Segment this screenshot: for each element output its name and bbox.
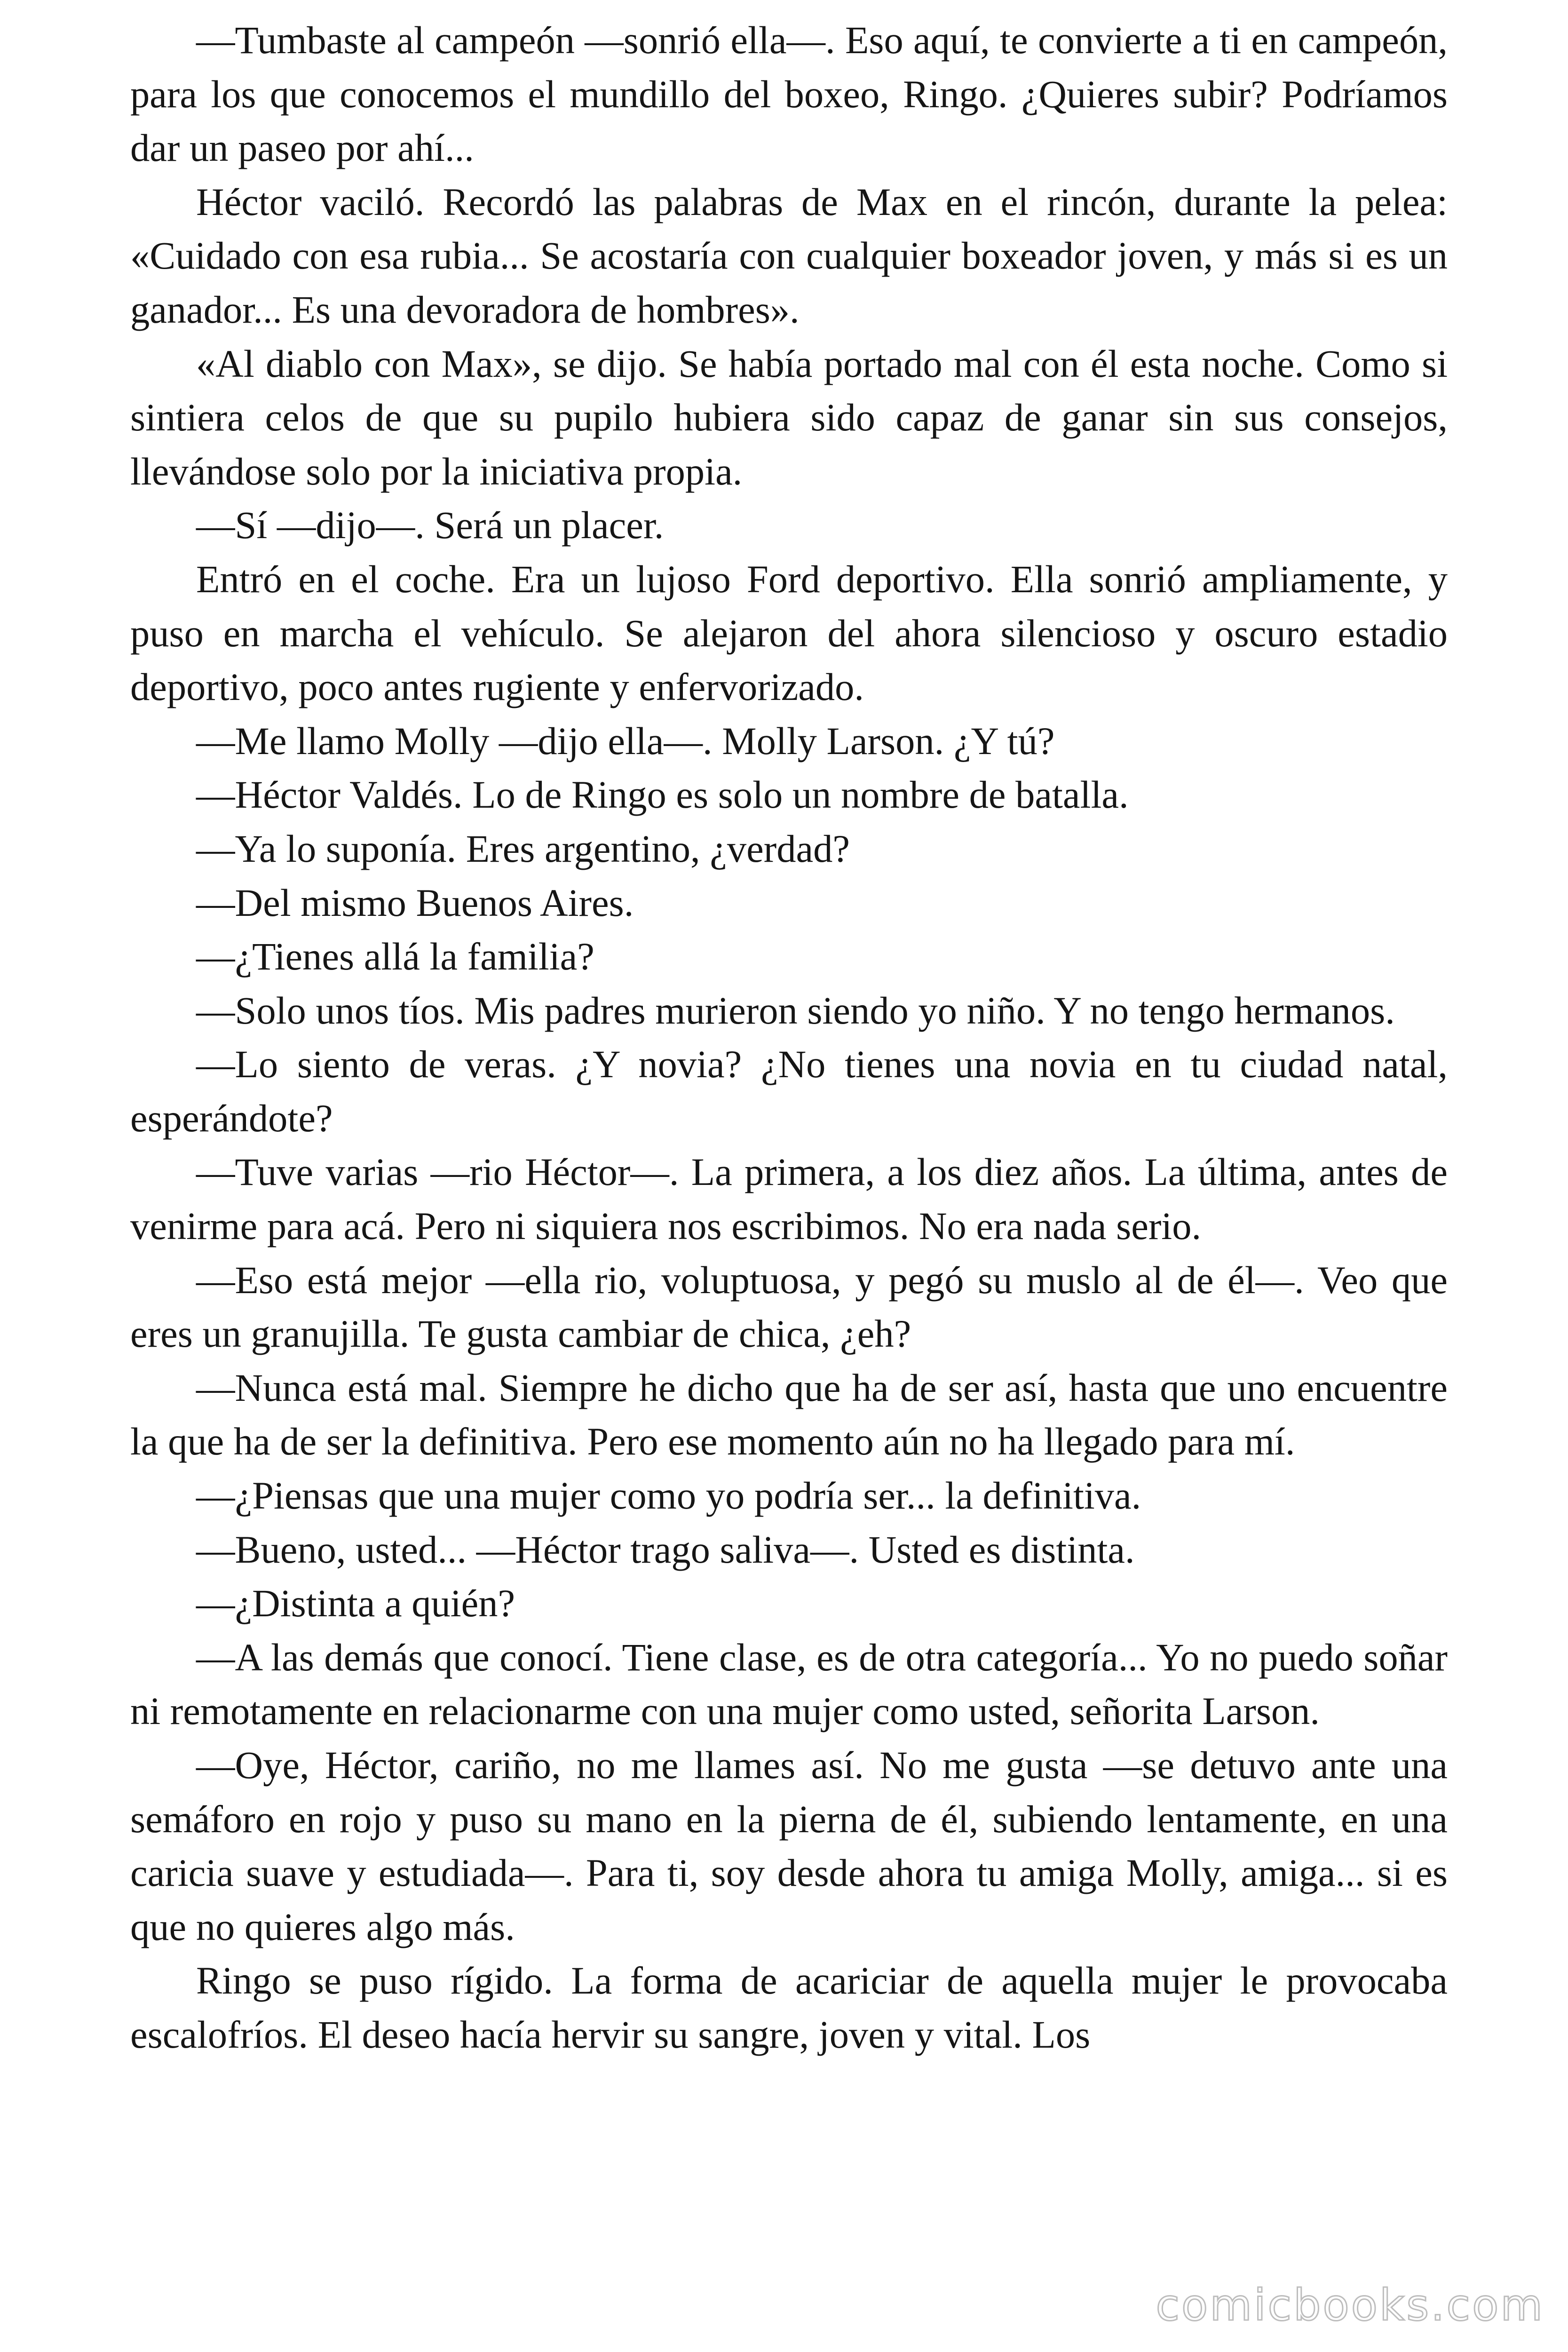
paragraph: —Nunca está mal. Siempre he dicho que ha de ser así, hasta que uno encuentre la que ha de ser la definitiva. Pero ese momento aún no ha llegado para mí. [130, 1366, 1448, 1463]
paragraph: —Tumbaste al campeón —sonrió ella—. Eso aquí, te convierte a ti en campeón, para los que conocemos el mundillo del boxeo, Ringo. ¿Quieres subir? Podríamos dar un paseo por ahí... [130, 18, 1448, 170]
watermark: comicbooks.com [1156, 2280, 1544, 2330]
paragraph: Héctor vaciló. Recordó las palabras de Max en el rincón, durante la pelea: «Cuidado con esa rubia... Se acostaría con cualquier boxeador joven, y más si es un ganador... Es una devoradora de hombres». [130, 180, 1448, 331]
paragraph: —A las demás que conocí. Tiene clase, es de otra categoría... Yo no puedo soñar ni remotamente en relacionarme con una mujer como usted, señorita Larson. [130, 1635, 1448, 1733]
paragraph: —Tuve varias —rio Héctor—. La primera, a los diez años. La última, antes de venirme para acá. Pero ni siquiera nos escribimos. No era nada serio. [130, 1150, 1448, 1248]
paragraph: —Me llamo Molly —dijo ella—. Molly Larson. ¿Y tú? [196, 719, 1055, 763]
book-page [130, 13, 1448, 2252]
paragraph: —Lo siento de veras. ¿Y novia? ¿No tienes una novia en tu ciudad natal, esperándote? [130, 1042, 1448, 1140]
paragraph: —Sí —dijo—. Será un placer. [196, 503, 664, 547]
paragraph: —Bueno, usted... —Héctor trago saliva—. Usted es distinta. [196, 1527, 1135, 1571]
paragraph: —Oye, Héctor, cariño, no me llames así. No me gusta —se detuvo ante una semáforo en rojo y puso su mano en la pierna de él, subiendo lentamente, en una caricia suave y estudiada—. Para ti, soy desde ahora tu amiga Molly, amiga... si es que no quieres algo más. [130, 1743, 1448, 1948]
paragraph: —¿Distinta a quién? [196, 1581, 515, 1625]
paragraph: —Del mismo Buenos Aires. [196, 881, 634, 924]
paragraph: Ringo se puso rígido. La forma de acariciar de aquella mujer le provocaba escalofríos. El deseo hacía hervir su sangre, joven y vital. Los [130, 1959, 1448, 2056]
paragraph: —Solo unos tíos. Mis padres murieron siendo yo niño. Y no tengo hermanos. [196, 988, 1395, 1032]
paragraph: «Al diablo con Max», se dijo. Se había portado mal con él esta noche. Como si sintiera celos de que su pupilo hubiera sido capaz de ganar sin sus consejos, llevándose solo por la iniciativa propia. [130, 342, 1448, 493]
paragraph: Entró en el coche. Era un lujoso Ford deportivo. Ella sonrió ampliamente, y puso en marcha el vehículo. Se alejaron del ahora silencioso y oscuro estadio deportivo, poco antes rugiente y enfervorizado. [130, 557, 1448, 709]
paragraph: —Eso está mejor —ella rio, voluptuosa, y pegó su muslo al de él—. Veo que eres un granujilla. Te gusta cambiar de chica, ¿eh? [130, 1258, 1448, 1356]
paragraph: —¿Piensas que una mujer como yo podría ser... la definitiva. [196, 1474, 1141, 1518]
paragraph: —Ya lo suponía. Eres argentino, ¿verdad? [196, 826, 850, 870]
paragraph: —Héctor Valdés. Lo de Ringo es solo un nombre de batalla. [196, 773, 1129, 817]
paragraph: —¿Tienes allá la familia? [196, 935, 594, 978]
